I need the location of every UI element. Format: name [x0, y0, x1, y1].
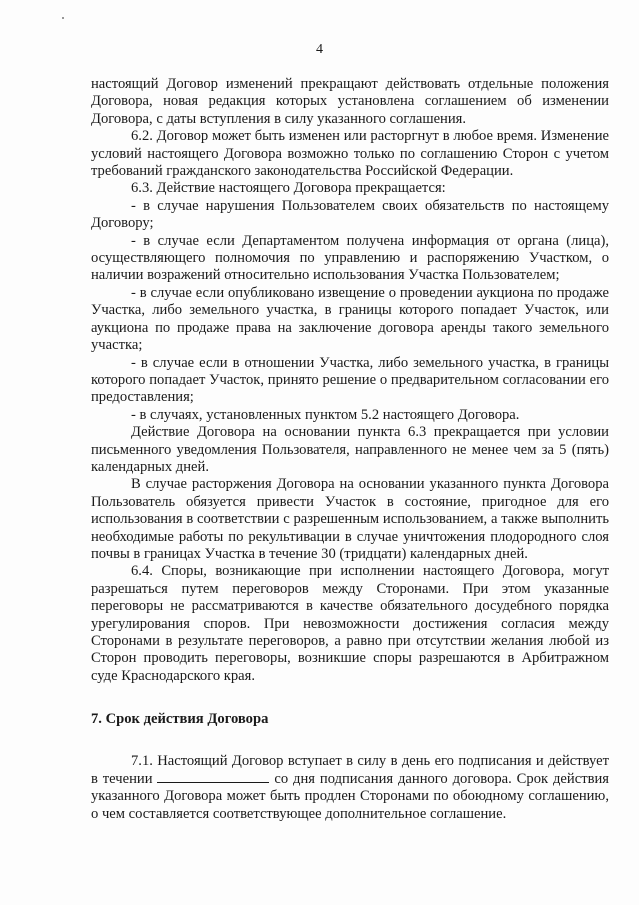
section-heading: 7. Срок действия Договора — [91, 711, 269, 728]
list-item-clause-5-2: - в случаях, установленных пунктом 5.2 настоящего Договора. — [131, 406, 520, 423]
paragraph-6-4: 6.4. Споры, возникающие при исполнении настоящего Договора, могут разрешаться путем переговоров между Сторонами. При этом указанные переговоры не рассматриваются в качестве обязательного досудебного порядка урегулирования споров. При невозможности достижения согласия между Сторонами в результате переговоров, а равно при отсутствии желания любой из Сторон проводить переговоры, возникшие споры разрешаются в Арбитражном суде Краснодарского края. — [91, 563, 609, 684]
paragraph-7-1 — [91, 753, 609, 824]
paragraph-continuation: настоящий Договор изменений прекращают действовать отдельные положения Договора, новая редакция которых установлена соглашением об изменении Договора, с даты вступления в силу указанного соглашения. — [91, 76, 609, 127]
list-item-violation: - в случае нарушения Пользователем своих обязательств по настоящему Договору; — [91, 197, 609, 232]
paragraph-7-1-end: со дня подписания данного договора. Срок действия указанного Договора может быть продлен Сторонами по обоюдному соглашению, о чем составляется соответствующее дополнительное соглашение. — [91, 771, 609, 822]
blank-term-line — [157, 770, 269, 783]
paragraph-notice: Действие Договора на основании пункта 6.3 прекращается при условии письменного уведомления Пользователя, направленного не менее чем за 5 (пять) календарных дней. — [91, 424, 609, 475]
list-item-auction: - в случае если опубликовано извещение о проведении аукциона по продаже Участка, либо земельного участка, в границы которого попадает Участок, или аукциона по продаже права на заключение договора аренды такого земельного участка; — [91, 284, 609, 354]
paragraph-7-1-start: 7.1. Настоящий Договор вступает в силу в день его подписания и действует в течении — [91, 752, 609, 788]
list-item-objections: - в случае если Департаментом получена информация от органа (лица), осуществляющего полномочия по управлению и распоряжению Участком, о наличии возражений относительно использования Участка Пользователем; — [91, 232, 609, 284]
list-item-preliminary-approval: - в случае если в отношении Участка, либо земельного участка, в границы которого попадает Участок, принято решение о предварительном согласовании его предоставления; — [91, 354, 609, 406]
paragraph-6-3: 6.3. Действие настоящего Договора прекращается: — [131, 180, 446, 197]
paragraph-6-2: 6.2. Договор может быть изменен или расторгнут в любое время. Изменение условий настоящего Договора возможно только по соглашению Сторон с учетом требований гражданского законодательства Российской Федерации. — [91, 128, 609, 180]
document-body — [91, 76, 609, 823]
scan-speck — [62, 17, 64, 19]
page-number: 4 — [316, 42, 323, 57]
paragraph-restoration: В случае расторжения Договора на основании указанного пункта Договора Пользователь обязуется привести Участок в состояние, пригодное для его использования в соответствии с разрешенным использованием, а также выполнить необходимые работы по рекультивации в случае уничтожения плодородного слоя почвы в границах Участка в течение 30 (тридцати) календарных дней. — [91, 476, 609, 562]
